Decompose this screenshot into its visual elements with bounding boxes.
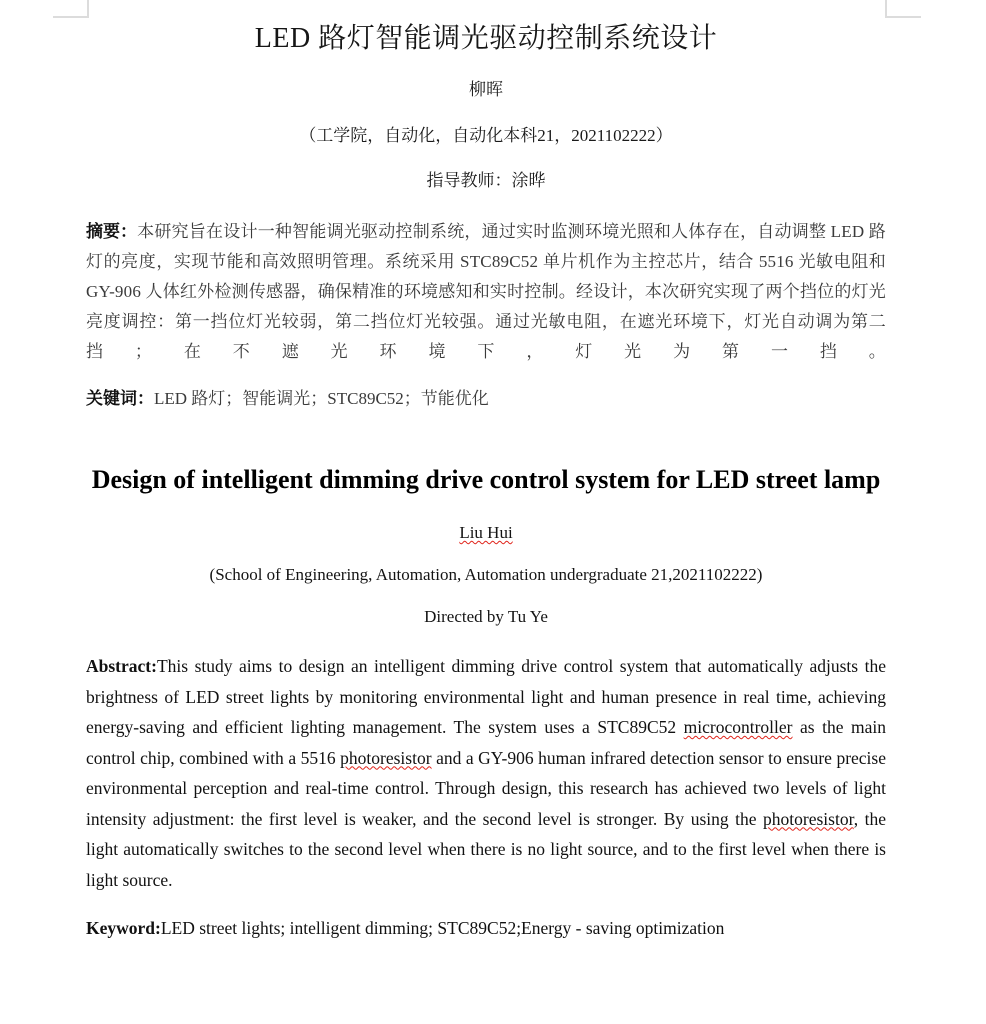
- margin-corner-top-left: [53, 0, 89, 18]
- keywords-label-chinese: 关键词：: [86, 389, 154, 408]
- keywords-chinese: [86, 384, 886, 414]
- keywords-label-english: Keyword:: [86, 917, 161, 938]
- document-page: [86, 0, 886, 960]
- margin-corner-top-right: [885, 0, 921, 18]
- abstract-english-misspelled-word-2: photoresistor: [340, 747, 432, 768]
- advisor-english: Directed by Tu Ye: [424, 607, 548, 626]
- abstract-english-misspelled-word-1: microcontroller: [683, 717, 793, 737]
- advisor-chinese: 指导教师：涂晔: [426, 171, 546, 190]
- author-name-chinese: 柳晖: [469, 80, 503, 99]
- keywords-body-english: LED street lights; intelligent dimming; STC89C52;Energy - saving optimization: [160, 917, 725, 938]
- abstract-english-part-4: , the light automatically switches to the second level when there is no light source, and to the first level when there is light source.: [86, 808, 886, 890]
- abstract-english-part-2: as the main control chip, combined with a 5516: [86, 717, 886, 768]
- affiliation-english: (School of Engineering, Automation, Automation undergraduate 21,2021102222): [209, 565, 763, 584]
- keywords-english: [86, 913, 886, 943]
- abstract-label-chinese: 摘要：: [86, 222, 138, 241]
- abstract-english-part-1: This study aims to design an intelligent dimming drive control system that automatically adjusts the brightness of LED street lights by monitoring environmental light and human presence in real time, achieving energy-saving and efficient lighting management. The system uses a STC89C52: [86, 656, 886, 737]
- abstract-chinese: [86, 217, 886, 367]
- page-title-english: Design of intelligent dimming drive control system for LED street lamp: [91, 465, 881, 494]
- keywords-body-chinese: LED 路灯；智能调光；STC89C52；节能优化: [154, 389, 489, 408]
- abstract-body-chinese: 本研究旨在设计一种智能调光驱动控制系统，通过实时监测环境光照和人体存在，自动调整 LED 路灯的亮度，实现节能和高效照明管理。系统采用 STC89C52 单片机作为主控芯片，结合 5516 光敏电阻和 GY-906 人体红外检测传感器，确保精准的环境感知和实时控制。经设计，本次研究实现了两个挡位的灯光亮度调控：第一挡位灯光较弱，第二挡位灯光较强。通过光敏电阻，在遮光环境下，灯光自动调为第二挡；在不遮光环境下，灯光为第一挡。: [86, 222, 887, 361]
- page-title-chinese: LED 路灯智能调光驱动控制系统设计: [254, 23, 718, 54]
- author-name-english-text: Liu Hui: [459, 523, 513, 542]
- abstract-english-part-3: and a GY-906 human infrared detection sensor to ensure precise environmental perception and real-time control. Through design, this research has achieved two levels of light intensity adjustment: the first level is weaker, and the second level is stronger. By using the: [86, 747, 886, 829]
- abstract-label-english: Abstract:: [86, 656, 157, 676]
- author-name-english: [86, 503, 886, 553]
- abstract-english-misspelled-word-3: photoresistor: [763, 808, 854, 829]
- affiliation-chinese: （工学院，自动化，自动化本科21，2021102222）: [299, 126, 673, 145]
- abstract-english: [86, 651, 886, 895]
